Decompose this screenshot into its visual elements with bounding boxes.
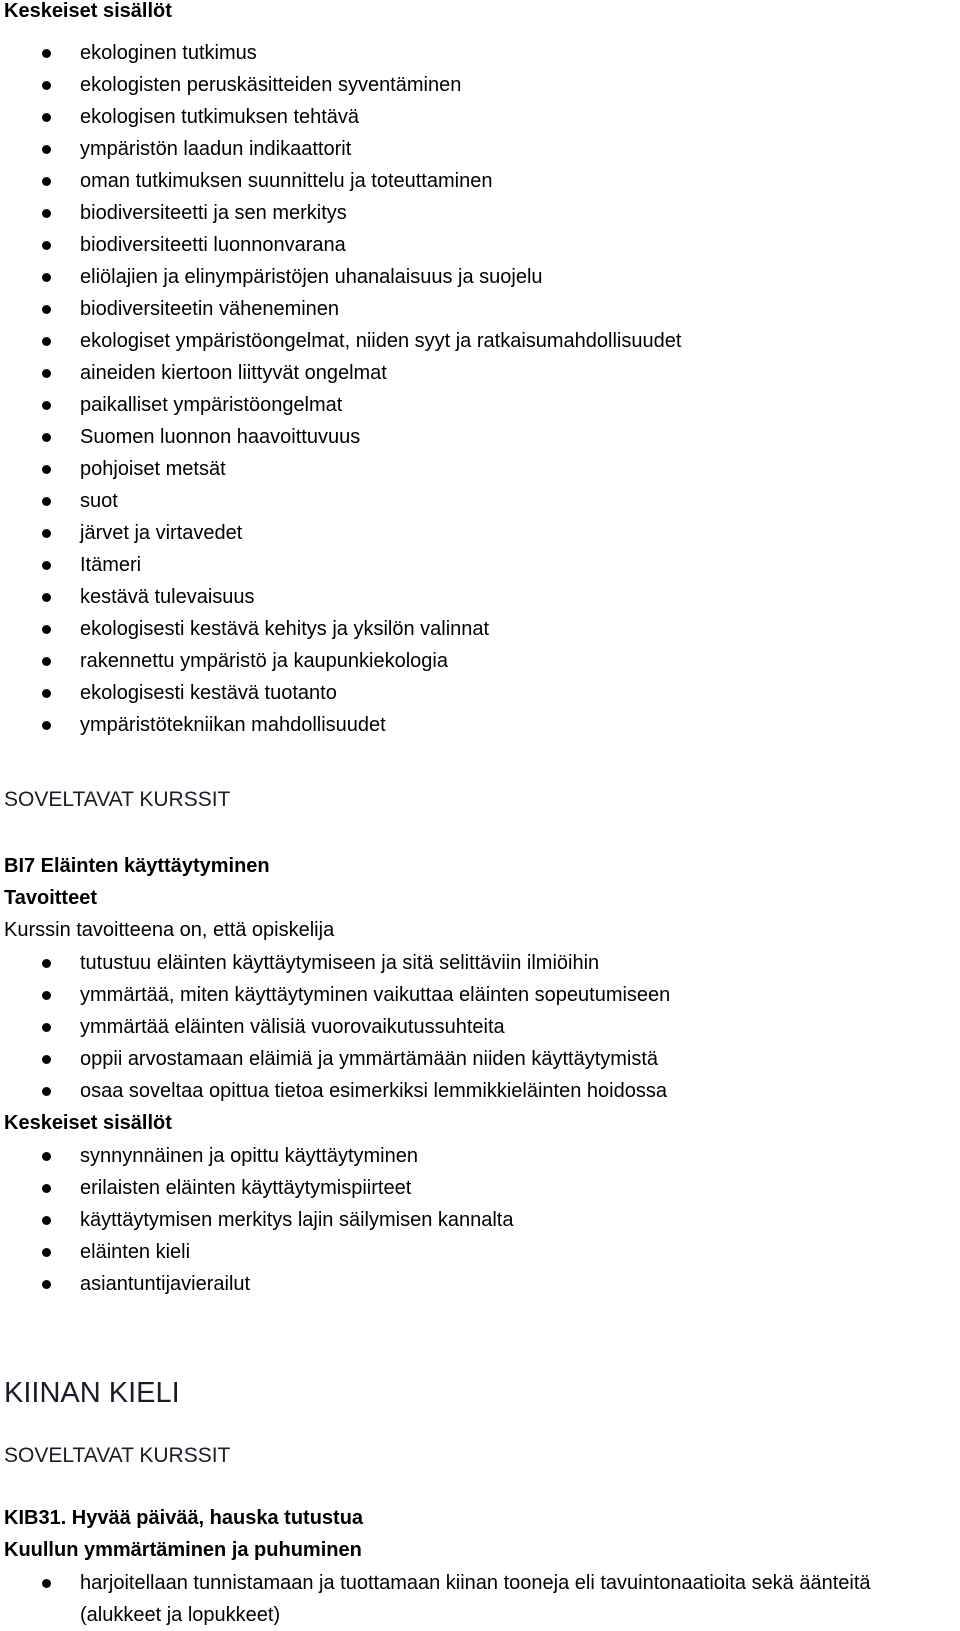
bullet-icon: [42, 1579, 51, 1588]
bullet-icon: [42, 593, 51, 602]
list-item: biodiversiteetti luonnonvarana: [4, 229, 681, 261]
bullet-icon: [42, 1280, 51, 1289]
bullet-icon: [42, 465, 51, 474]
list-item: harjoitellaan tunnistamaan ja tuottamaan kiinan tooneja eli tavuintonaatioita sekä äänteitä (alukkeet ja lopukkeet): [4, 1567, 956, 1631]
bullet-icon: [42, 1087, 51, 1096]
bullet-icon: [42, 689, 51, 698]
course-title: KIB31. Hyvää päivää, hauska tutustua: [4, 1507, 364, 1529]
bullet-icon: [42, 991, 51, 1000]
section-heading: Keskeiset sisällöt: [4, 0, 172, 22]
list-item: ekologinen tutkimus: [4, 37, 681, 69]
list-item: eläinten kieli: [4, 1236, 956, 1268]
list-item: oppii arvostamaan eläimiä ja ymmärtämään niiden käyttäytymistä: [4, 1043, 956, 1075]
list-item: ympäristötekniikan mahdollisuudet: [4, 709, 681, 741]
content-list: [4, 1567, 956, 1631]
list-item: ympäristön laadun indikaattorit: [4, 133, 681, 165]
list-item: aineiden kiertoon liittyvät ongelmat: [4, 357, 681, 389]
goals-list: [4, 947, 956, 1107]
list-item: ekologisten peruskäsitteiden syventäminen: [4, 69, 681, 101]
bullet-icon: [42, 657, 51, 666]
bullet-icon: [42, 209, 51, 218]
course-bi7: [4, 850, 956, 1300]
bullet-icon: [42, 305, 51, 314]
bullet-icon: [42, 959, 51, 968]
bullet-icon: [42, 145, 51, 154]
subject-title: KIINAN KIELI: [4, 1377, 180, 1409]
course-title: BI7 Eläinten käyttäytyminen: [4, 855, 270, 877]
list-item: järvet ja virtavedet: [4, 517, 681, 549]
list-item: ekologiset ympäristöongelmat, niiden syyt ja ratkaisumahdollisuudet: [4, 325, 681, 357]
list-item: erilaisten eläinten käyttäytymispiirteet: [4, 1172, 956, 1204]
bullet-icon: [42, 273, 51, 282]
bullet-icon: [42, 433, 51, 442]
list-item: Itämeri: [4, 549, 681, 581]
list-item: eliölajien ja elinympäristöjen uhanalaisuus ja suojelu: [4, 261, 681, 293]
bullet-icon: [42, 1184, 51, 1193]
list-item: ymmärtää eläinten välisiä vuorovaikutussuhteita: [4, 1011, 956, 1043]
list-item: pohjoiset metsät: [4, 453, 681, 485]
bullet-icon: [42, 49, 51, 58]
bullet-icon: [42, 1248, 51, 1257]
applied-courses-heading: SOVELTAVAT KURSSIT: [4, 1444, 231, 1467]
list-item: Suomen luonnon haavoittuvuus: [4, 421, 681, 453]
list-item: rakennettu ympäristö ja kaupunkiekologia: [4, 645, 681, 677]
goals-intro: Kurssin tavoitteena on, että opiskelija: [4, 919, 335, 941]
list-item: oman tutkimuksen suunnittelu ja toteuttaminen: [4, 165, 681, 197]
bullet-icon: [42, 1055, 51, 1064]
applied-courses-heading: SOVELTAVAT KURSSIT: [4, 788, 231, 811]
goals-heading: Tavoitteet: [4, 887, 97, 909]
list-item: suot: [4, 485, 681, 517]
bullet-icon: [42, 177, 51, 186]
bullet-icon: [42, 561, 51, 570]
bullet-icon: [42, 113, 51, 122]
list-item: käyttäytymisen merkitys lajin säilymisen kannalta: [4, 1204, 956, 1236]
bullet-icon: [42, 401, 51, 410]
list-item: biodiversiteetti ja sen merkitys: [4, 197, 681, 229]
course-kib31: [4, 1502, 956, 1631]
list-item: osaa soveltaa opittua tietoa esimerkiksi lemmikkieläinten hoidossa: [4, 1075, 956, 1107]
list-item: paikalliset ympäristöongelmat: [4, 389, 681, 421]
list-item: kestävä tulevaisuus: [4, 581, 681, 613]
skill-heading: Kuullun ymmärtäminen ja puhuminen: [4, 1539, 362, 1561]
list-item: biodiversiteetin väheneminen: [4, 293, 681, 325]
bullet-icon: [42, 1216, 51, 1225]
bullet-icon: [42, 529, 51, 538]
content-list: [4, 1140, 956, 1300]
bullet-icon: [42, 721, 51, 730]
bullet-icon: [42, 369, 51, 378]
list-item: ekologisen tutkimuksen tehtävä: [4, 101, 681, 133]
section-1: [4, 0, 681, 741]
content-heading: Keskeiset sisällöt: [4, 1112, 172, 1134]
list-item: ekologisesti kestävä kehitys ja yksilön valinnat: [4, 613, 681, 645]
content-list: [4, 37, 681, 741]
bullet-icon: [42, 1152, 51, 1161]
list-item: asiantuntijavierailut: [4, 1268, 956, 1300]
bullet-icon: [42, 241, 51, 250]
bullet-icon: [42, 1023, 51, 1032]
list-item: synnynnäinen ja opittu käyttäytyminen: [4, 1140, 956, 1172]
bullet-icon: [42, 81, 51, 90]
list-item: ymmärtää, miten käyttäytyminen vaikuttaa eläinten sopeutumiseen: [4, 979, 956, 1011]
list-item: ekologisesti kestävä tuotanto: [4, 677, 681, 709]
bullet-icon: [42, 625, 51, 634]
bullet-icon: [42, 497, 51, 506]
list-item: tutustuu eläinten käyttäytymiseen ja sitä selittäviin ilmiöihin: [4, 947, 956, 979]
bullet-icon: [42, 337, 51, 346]
